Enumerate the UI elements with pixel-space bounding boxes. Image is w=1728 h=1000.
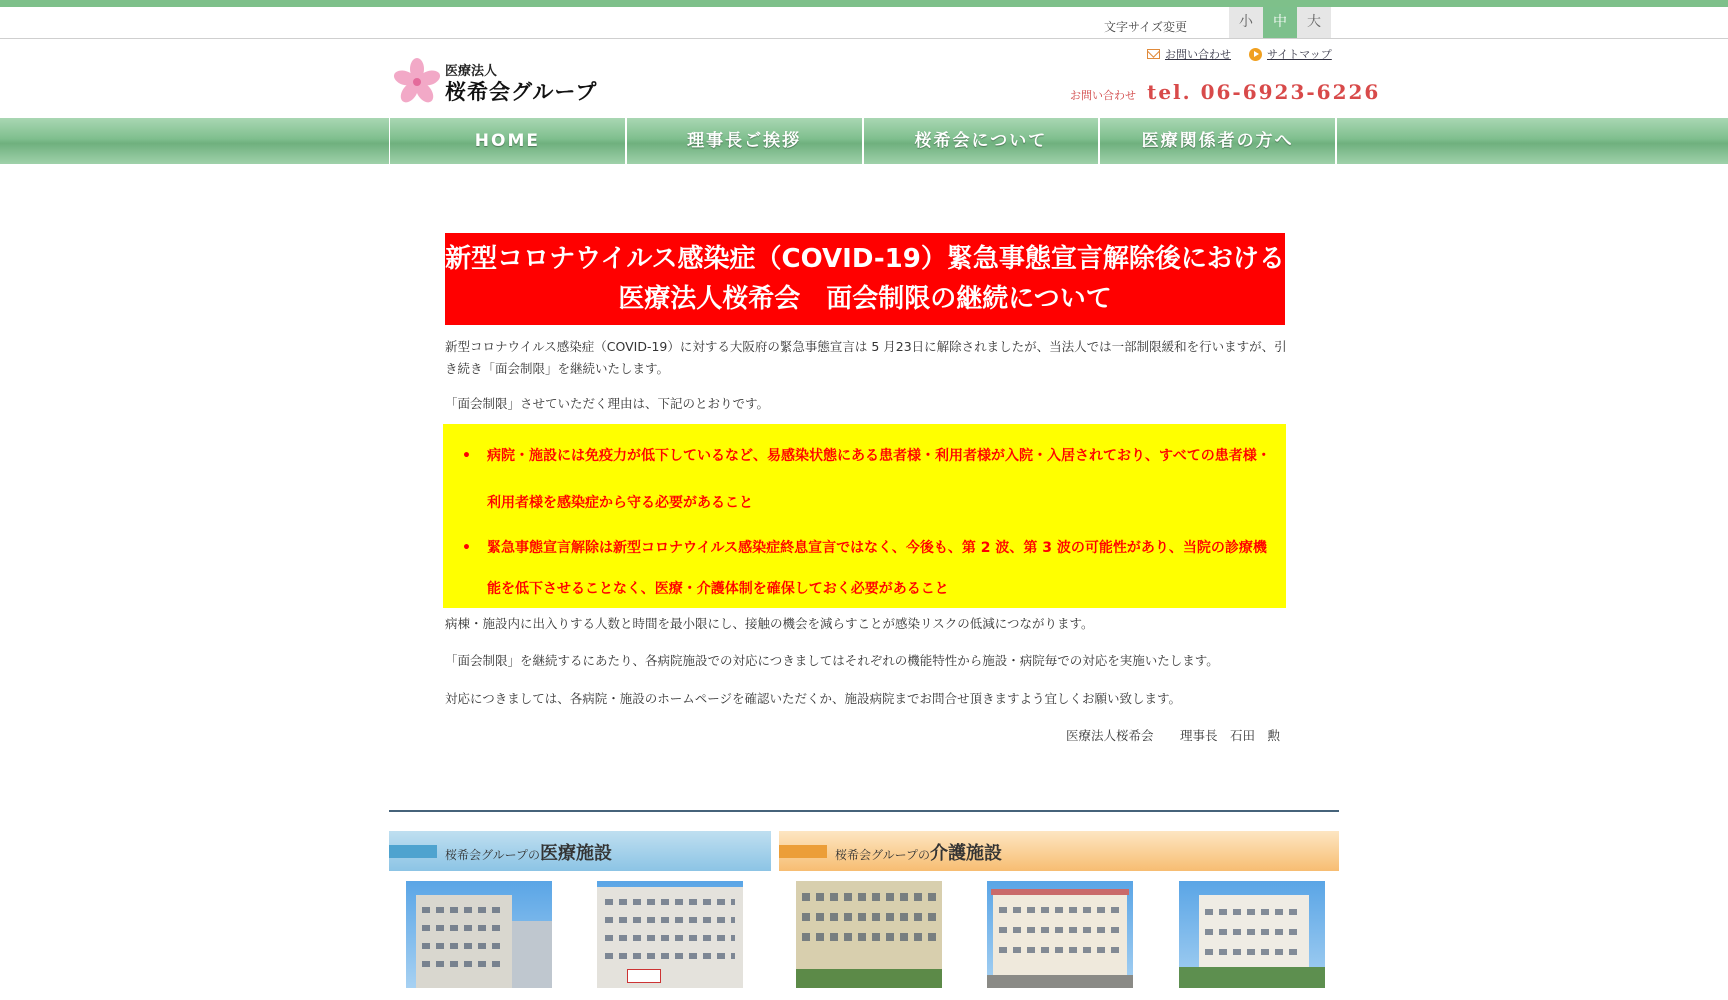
nav-item-greeting[interactable]: 理事長ご挨拶 [627,118,864,164]
care-facilities-heading [779,831,1339,871]
medical-facilities-heading [389,831,771,871]
font-size-small-button[interactable]: 小 [1229,7,1263,38]
notice-title-line1: 新型コロナウイルス感染症（COVID-19）緊急事態宣言解除後における [445,244,1285,274]
care-facility-photo[interactable] [987,881,1133,988]
phone-contact [1070,80,1380,104]
notice-paragraph: 新型コロナウイルス感染症（COVID-19）に対する大阪府の緊急事態宣言は 5 月23日に解除されましたが、当法人では一部制限緩和を行いますが、引き続き「面会制限」を継続いたします。 [445,339,1287,376]
nav-item-about[interactable]: 桜希会について [864,118,1101,164]
font-size-large-button[interactable]: 大 [1297,7,1331,38]
medical-facility-photo[interactable] [597,881,743,988]
notice-paragraph: 「面会制限」させていただく理由は、下記のとおりです。 [445,396,770,411]
mail-icon [1147,49,1160,59]
font-size-label: 文字サイズ変更 [1104,20,1188,34]
signature: 医療法人桜希会 理事長 石田 勲 [1066,728,1280,743]
contact-link[interactable]: お問い合わせ [1165,48,1231,61]
notice-paragraph: 対応につきましては、各病院・施設のホームページを確認いただくか、施設病院までお問合せ頂きますよう宜しくお願い致します。 [445,691,1182,706]
notice-title-line2: 医療法人桜希会 面会制限の継続について [618,284,1112,314]
phone-number[interactable]: tel. 06-6923-6226 [1147,80,1381,104]
reasons-box [443,424,1286,608]
care-heading-prefix: 桜希会グループの [835,848,931,862]
notice-title [445,233,1285,325]
utility-bar [0,7,1728,39]
care-facility-photo[interactable] [1179,881,1325,988]
section-divider [389,810,1339,812]
nav-item-home[interactable]: HOME [390,118,627,164]
sitemap-link[interactable]: サイトマップ [1267,48,1332,61]
notice-paragraph: 病棟・施設内に出入りする人数と時間を最小限にし、接触の機会を減らすことが感染リスクの低減につながります。 [445,616,1094,631]
site-header [0,40,1728,118]
care-facility-photo[interactable] [796,881,942,988]
medical-facility-photo[interactable] [406,881,552,988]
heading-bar [779,845,827,858]
medical-heading-prefix: 桜希会グループの [445,848,541,862]
sitemap-link-wrap [1249,46,1332,62]
phone-label: お問い合わせ [1070,89,1136,102]
top-accent-stripe [0,0,1728,7]
reason-item: • 病院・施設には免疫力が低下しているなど、易感染状態にある患者様・利用者様が入院・入居されており、すべての患者様・利用者様を感染症から守る必要があること [487,433,1277,527]
logo-subtitle: 医療法人 [445,64,498,79]
arrow-right-icon [1249,48,1262,61]
care-heading-title: 介護施設 [930,843,1003,864]
contact-link-wrap [1147,46,1231,62]
sakura-logo-icon [393,58,441,106]
logo-title: 桜希会グループ [445,80,598,104]
font-size-medium-button[interactable]: 中 [1263,7,1297,38]
notice-paragraph: 「面会制限」を継続するにあたり、各病院施設での対応につきましてはそれぞれの機能特性から施設・病院毎での対応を実施いたします。 [445,653,1219,668]
medical-heading-title: 医療施設 [540,843,613,864]
reason-item: • 緊急事態宣言解除は新型コロナウイルス感染症終息宣言ではなく、今後も、第 2 波、第 3 波の可能性があり、当院の診療機能を低下させることなく、医療・介護体制を確保しておく必要があること [487,528,1277,610]
nav-item-medical-professionals[interactable]: 医療関係者の方へ [1100,118,1337,164]
site-logo[interactable] [393,58,623,108]
heading-bar [389,845,437,858]
global-nav [0,118,1728,164]
